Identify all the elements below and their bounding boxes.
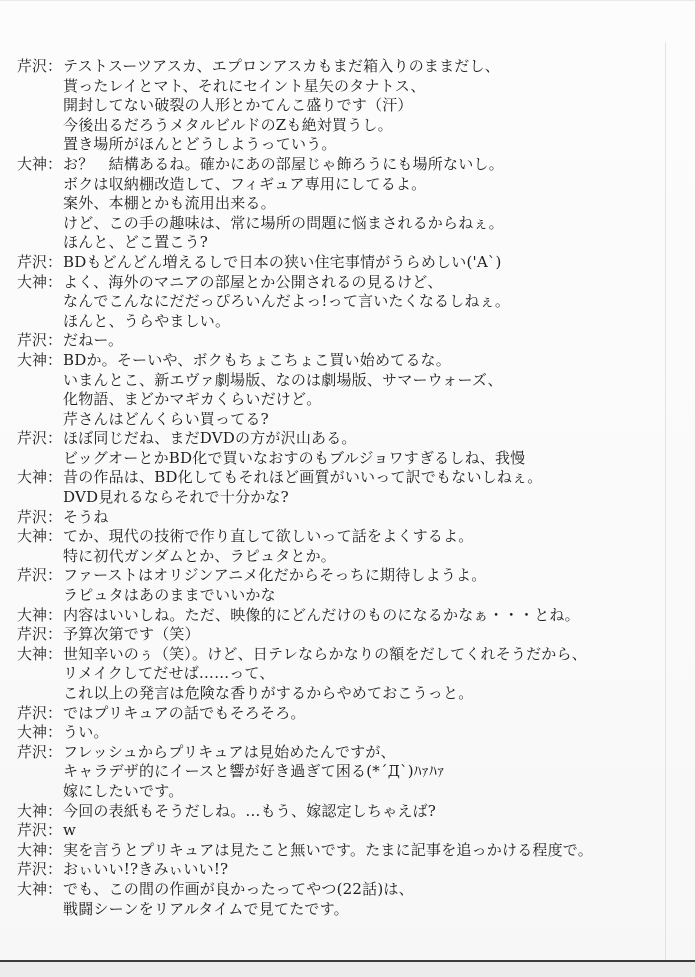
dialogue-text: 今後出るだろうメタルビルドのZも絶対買うし。 [63,115,393,134]
speaker-label: 芹沢： [17,566,63,585]
dialogue-text: 予算次第です（笑） [63,625,200,644]
dialogue-text: 戦闘シーンをリアルタイムで見てたです。 [63,899,349,918]
speaker-label: 大神： [17,723,63,742]
dialogue-text: DVD見れるならそれで十分かな? [63,488,289,507]
speaker-label [17,292,63,312]
dialogue-text: けど、この手の趣味は、常に場所の問題に悩まされるからねぇ。 [63,213,504,232]
speaker-label: 芹沢： [17,57,63,75]
speaker-label: 芹沢： [17,742,63,761]
speaker-label [17,96,63,116]
dialogue-text: 貰ったレイとマト、それにセイント星矢のタナトス、 [63,76,426,95]
speaker-label [17,390,63,410]
speaker-label: 芹沢： [17,625,63,644]
dialogue-text: 置き場所がほんとどうしようっていう。 [63,135,337,154]
dialogue-text: ファーストはオリジンアニメ化だからそっちに期待しようよ。 [63,566,487,585]
dialogue-text: いまんとこ、新エヴァ劇場版、なのは劇場版、サマーウォーズ、 [63,370,503,389]
dialogue-line [17,135,677,155]
dialogue-line [17,331,677,351]
dialogue-line [17,860,677,880]
dialogue-line [17,802,677,822]
speaker-label [17,762,63,782]
dialogue-line [17,880,677,900]
speaker-label [17,214,63,234]
speaker-label [17,684,63,704]
dialogue-text: だねー。 [63,331,124,350]
dialogue-line [17,233,677,253]
dialogue-line [17,390,677,410]
dialogue-line [17,194,677,214]
dialogue-line [17,508,677,528]
dialogue-line [17,782,677,802]
speaker-label: 大神： [17,879,63,898]
speaker-label [17,116,63,136]
speaker-label: 大神： [17,154,63,173]
speaker-label: 芹沢： [17,860,63,879]
speaker-label: 大神： [17,468,63,487]
dialogue-text: おぃいい!?きみぃいい!? [63,860,229,879]
dialogue-text: そうね [63,507,109,526]
dialogue-line [17,351,677,371]
speaker-label: 芹沢： [17,507,63,526]
dialogue-line [17,77,677,97]
dialogue-text: 芹さんはどんくらい買ってる? [63,409,269,428]
dialogue-line [17,704,677,724]
dialogue-text: ほんと、どこ置こう? [63,233,209,252]
speaker-label [17,664,63,684]
dialogue-text: なんでこんなにだだっぴろいんだよっ!って言いたくなるしねぇ。 [63,292,511,311]
speaker-label: 大神： [17,350,63,369]
dialogue-text: 開封してない破裂の人形とかてんこ盛りです（汗） [63,96,413,115]
dialogue-line [17,645,677,665]
dialogue-line [17,273,677,293]
dialogue-line [17,488,677,508]
dialogue-text: 嫁にしたいです。 [63,781,184,800]
dialogue-text: 特に初代ガンダムとか、ラピュタとか。 [63,546,337,565]
dialogue-line [17,116,677,136]
speaker-label [17,586,63,606]
page-top-edge [0,0,695,1]
dialogue-text: 案外、本棚とかも流用出来る。 [63,194,276,213]
dialogue-text: 今回の表紙もそうだしね。…もう、嫁認定しちゃえば? [63,801,437,820]
speaker-label: 芹沢： [17,821,63,840]
speaker-label: 芹沢： [17,331,63,350]
dialogue-line [17,155,677,175]
dialogue-line [17,762,677,782]
dialogue-line [17,214,677,234]
speaker-label: 大神： [17,801,63,820]
dialogue-text: リメイクしてだせば……って、 [63,664,275,683]
dialogue-line [17,96,677,116]
dialogue-text: w [63,821,77,840]
dialogue-line [17,527,677,547]
dialogue-line [17,429,677,449]
dialogue-line [17,664,677,684]
dialogue-line [17,57,677,77]
speaker-label: 芹沢： [17,429,63,448]
speaker-label: 大神： [17,605,63,624]
dialogue-text: ラピュタはあのままでいいかな [63,586,276,605]
speaker-label: 大神： [17,527,63,546]
dialogue-text: でも、この間の作画が良かったってやつ(22話)は、 [63,879,414,898]
dialogue-line [17,606,677,626]
speaker-label [17,77,63,97]
dialogue-line [17,743,677,763]
dialogue-text: BDもどんどん増えるしで日本の狭い住宅事情がうらめしい('A`) [63,252,502,271]
dialogue-line [17,449,677,469]
dialogue-line [17,410,677,430]
speaker-label [17,312,63,332]
speaker-label [17,135,63,155]
dialogue-line [17,723,677,743]
dialogue-text: ビッグオーとかBD化で買いなおすのもブルジョワすぎるしね、我慢 [63,448,526,467]
dialogue-text: テストスーツアスカ、エプロンアスカもまだ箱入りのままだし、 [63,57,500,75]
dialogue-text: ほんと、うらやましい。 [63,311,231,330]
dialogue-text: 世知辛いのぅ（笑）。けど、日テレならかなりの額をだしてくれそうだから、 [63,644,587,663]
speaker-label [17,547,63,567]
dialogue-text: 内容はいいしね。ただ、映像的にどんだけのものになるかなぁ・・・とね。 [63,605,580,624]
dialogue-line [17,312,677,332]
dialogue-line [17,175,677,195]
speaker-label [17,194,63,214]
dialogue-line [17,547,677,567]
dialogue-line [17,900,677,920]
dialogue-text: てか、現代の技術で作り直して欲しいって話をよくするよ。 [63,527,474,546]
dialogue-line [17,253,677,273]
speaker-label: 大神： [17,840,63,859]
dialogue-text: キャラデザ的にイースと響が好き過ぎて困る(*´Д`)ﾊｧﾊｧ [63,762,445,781]
speaker-label [17,233,63,253]
dialogue-line [17,468,677,488]
dialogue-text: 昔の作品は、BD化してもそれほど画質がいいって訳でもないしねぇ。 [63,468,543,487]
dialogue-line [17,586,677,606]
dialogue-text: よく、海外のマニアの部屋とか公開されるの見るけど、 [63,272,443,291]
dialogue-line [17,821,677,841]
dialogue-line [17,292,677,312]
below-page-strip [0,962,695,977]
dialogue-text: フレッシュからプリキュアは見始めたんですが、 [63,742,396,761]
speaker-label: 芹沢： [17,252,63,271]
speaker-label: 芹沢： [17,703,63,722]
dialogue-line [17,566,677,586]
speaker-label [17,175,63,195]
dialogue-text: 化物語、まどかマギカくらいだけど。 [63,390,322,409]
dialogue-text: BDか。そーいや、ボクもちょこちょこ買い始めてるな。 [63,350,451,369]
page-right-edge [665,42,666,961]
speaker-label [17,410,63,430]
dialogue-text: うい。 [63,723,109,742]
dialogue-text: ではプリキュアの話でもそろそろ。 [63,703,306,722]
dialogue-line [17,841,677,861]
dialogue-line [17,371,677,391]
speaker-label [17,782,63,802]
dialogue-line [17,625,677,645]
dialogue-text: 実を言うとプリキュアは見たこと無いです。たまに記事を追っかける程度で。 [63,840,593,859]
speaker-label: 大神： [17,272,63,291]
speaker-label [17,449,63,469]
dialogue-text: ボクは収納棚改造して、フィギュア専用にしてるよ。 [63,174,427,193]
speaker-label: 大神： [17,644,63,663]
speaker-label [17,371,63,391]
dialogue-text: ほぼ同じだね、まだDVDの方が沢山ある。 [63,429,357,448]
dialogue-line [17,684,677,704]
dialogue-transcript [17,57,677,919]
speaker-label [17,488,63,508]
dialogue-text: これ以上の発言は危険な香りがするからやめておこうっと。 [63,684,474,702]
dialogue-text: お？ 結構あるね。確かにあの部屋じゃ飾ろうにも場所ないし。 [63,154,504,173]
speaker-label [17,900,63,920]
